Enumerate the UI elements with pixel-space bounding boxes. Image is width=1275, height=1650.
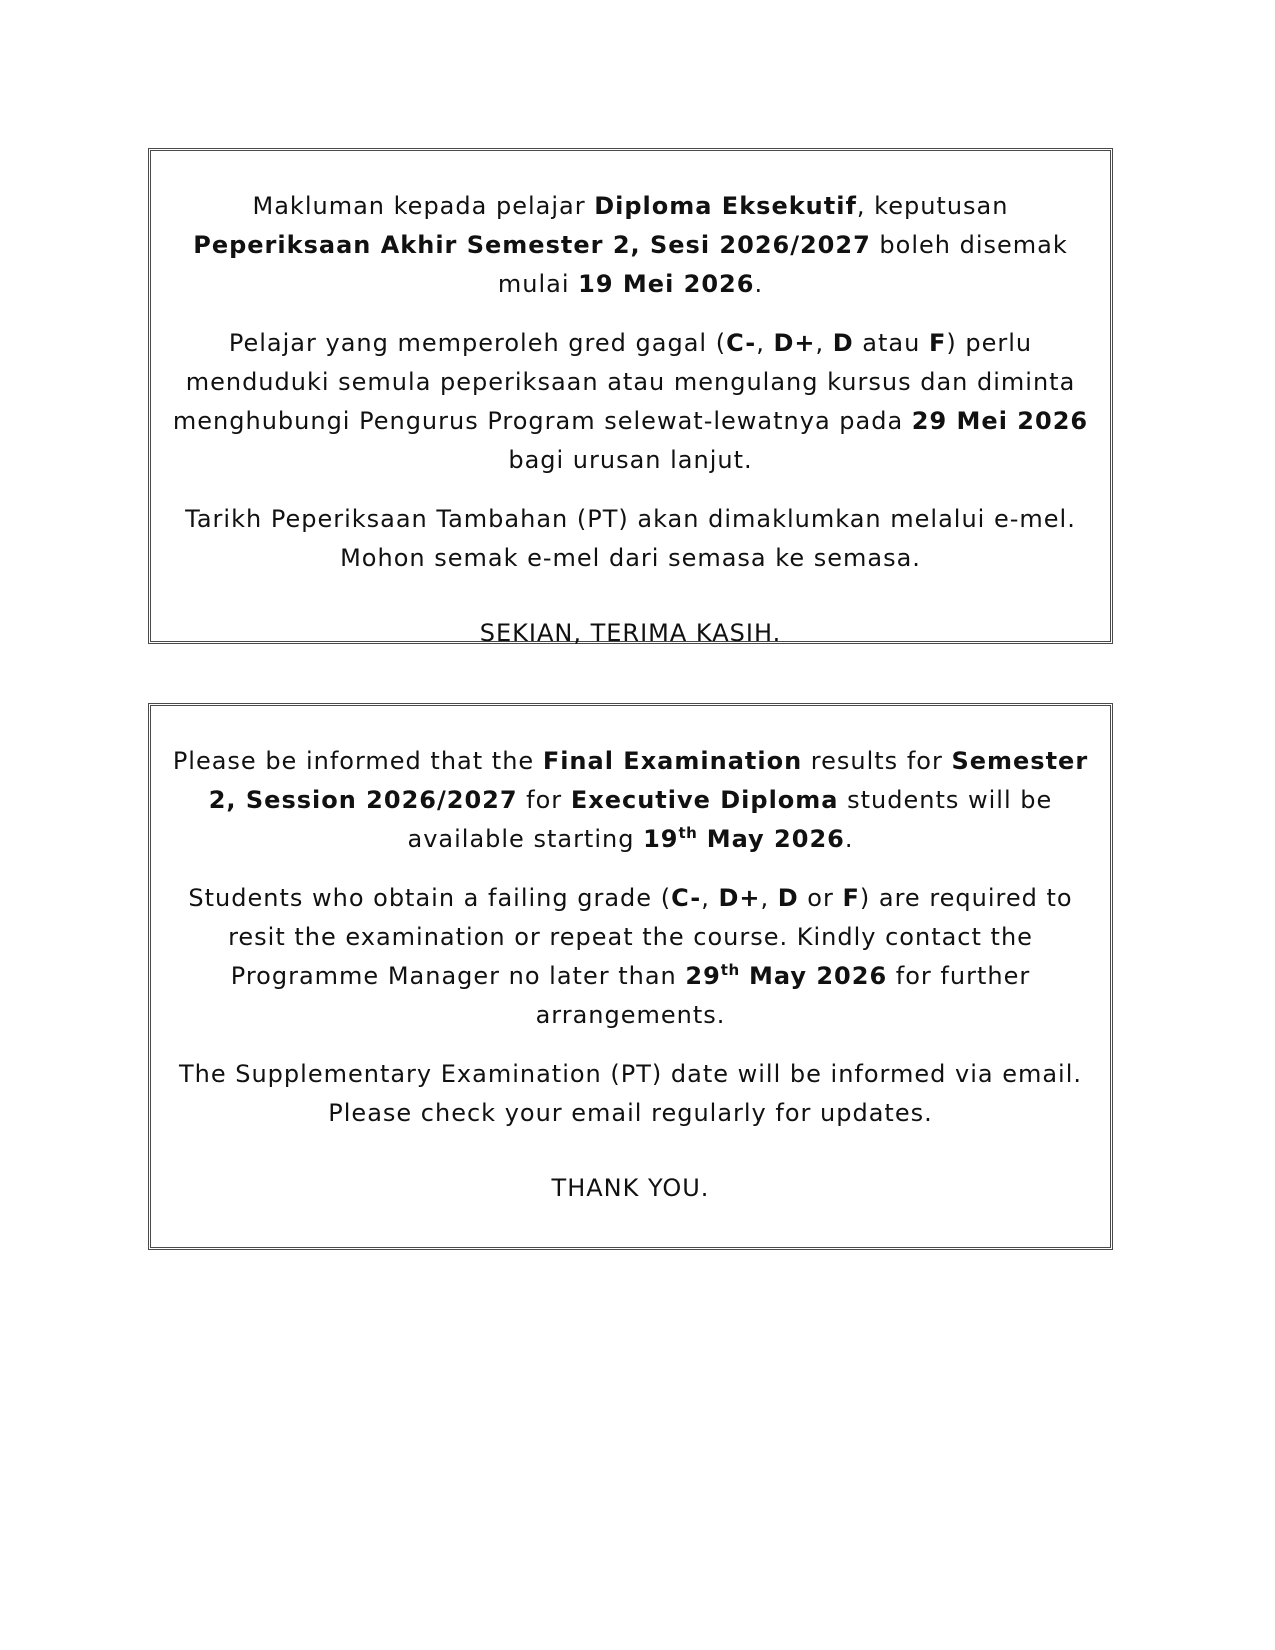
notice-malay-closing: SEKIAN, TERIMA KASIH. <box>479 619 782 647</box>
notice-english-failing-grades: Students who obtain a failing grade (C-, D+, D or F) are required to resit the examination or repeat the course. Kindly contact the Programme Manager no later than 29th May 2026 for further arrangements. <box>188 884 1073 1029</box>
grade-c-minus: C- <box>726 329 757 357</box>
deadline-date: 29 Mei 2026 <box>911 407 1089 435</box>
notice-box-english <box>148 703 1113 1250</box>
notice-box-malay <box>148 148 1113 647</box>
grade-f: F <box>842 884 860 912</box>
grade-d: D <box>777 884 799 912</box>
grade-c-minus: C- <box>671 884 702 912</box>
grade-d-plus: D+ <box>718 884 761 912</box>
grade-d: D <box>832 329 854 357</box>
notice-english-intro: Please be informed that the Final Examination results for Semester 2, Session 2026/2027 for Executive Diploma students will be available starting 19th May 2026. <box>172 747 1089 853</box>
grade-f: F <box>928 329 947 357</box>
notice-malay-supplementary: Tarikh Peperiksaan Tambahan (PT) akan dimaklumkan melalui e-mel. Mohon semak e-mel dari semasa ke semasa. <box>185 505 1076 572</box>
grade-d-plus: D+ <box>773 329 816 357</box>
release-date: 19 Mei 2026 <box>578 270 755 298</box>
notice-english-supplementary: The Supplementary Examination (PT) date will be informed via email. Please check your email regularly for updates. <box>178 1060 1083 1127</box>
notice-english-closing: THANK YOU. <box>551 1174 710 1202</box>
release-date: 19th May 2026 <box>643 824 845 853</box>
notice-malay-failing-grades: Pelajar yang memperoleh gred gagal (C-, D+, D atau F) perlu menduduki semula peperiksaan atau mengulang kursus dan diminta menghubungi Pengurus Program selewat-lewatnya pada 29 Mei 2026 bagi urusan lanjut. <box>172 329 1089 474</box>
notice-malay-intro: Makluman kepada pelajar Diploma Eksekutif, keputusan Peperiksaan Akhir Semester 2, Sesi 2026/2027 boleh disemak mulai 19 Mei 2026. <box>193 192 1068 298</box>
deadline-date: 29th May 2026 <box>685 961 888 990</box>
